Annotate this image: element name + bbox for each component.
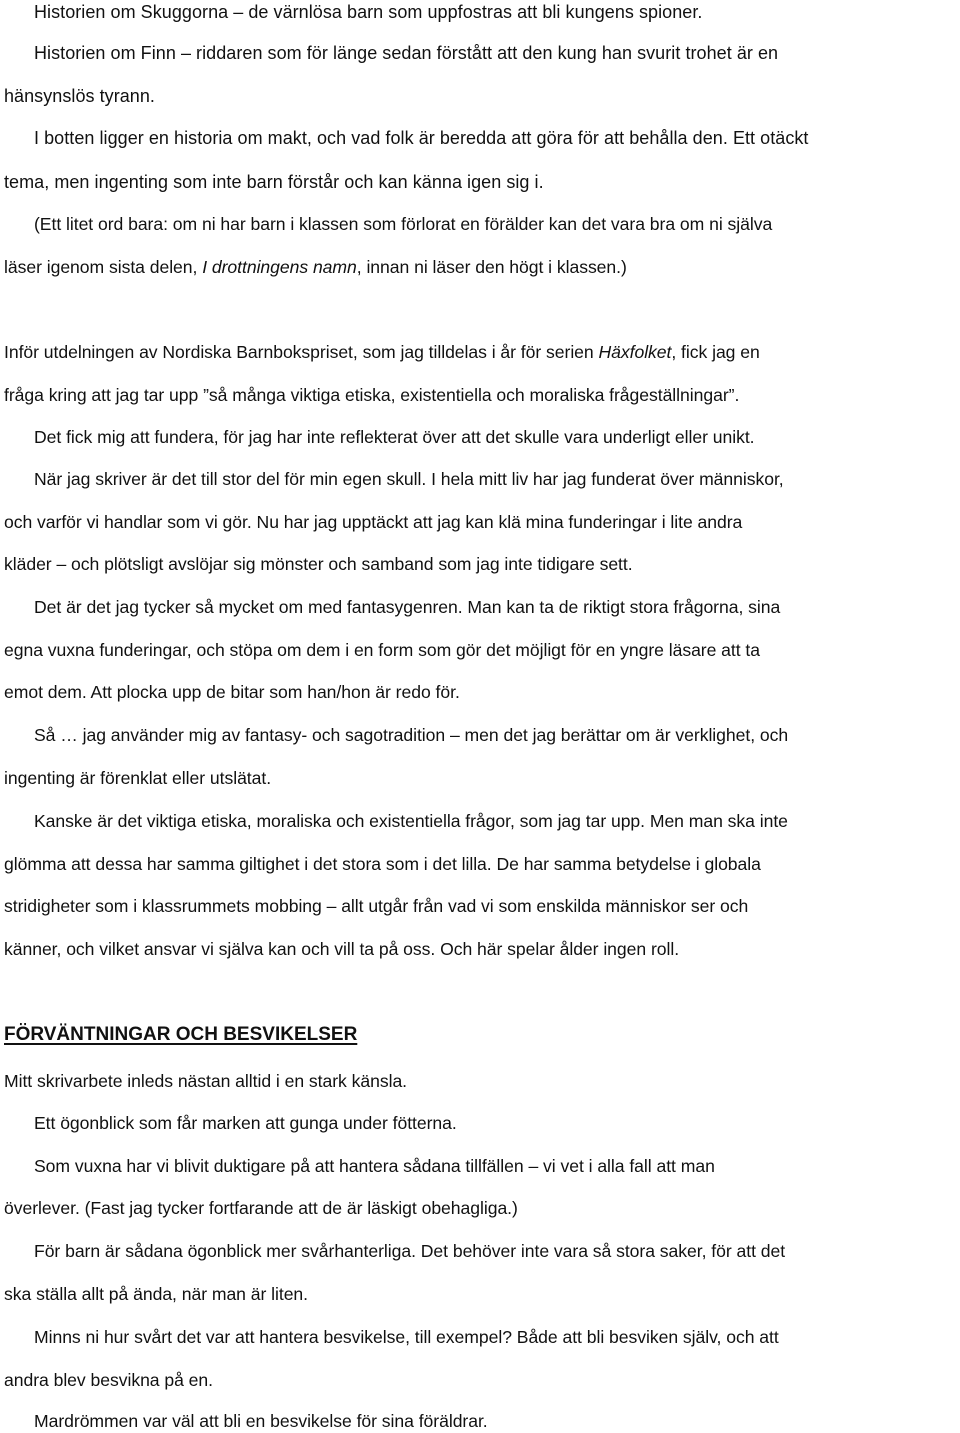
- note-text: , innan ni läser den högt i klassen.): [356, 257, 627, 277]
- body-line: stridigheter som i klassrummets mobbing – allt utgår från vad vi som enskilda människor ser och: [4, 896, 749, 916]
- body-line: ingenting är förenklat eller utslätat.: [4, 768, 272, 788]
- book-title: I drottningens namn: [202, 257, 357, 277]
- section-line: Mardrömmen var väl att bli en besvikelse för sina föräldrar.: [34, 1411, 488, 1431]
- body-line: Det är det jag tycker så mycket om med fantasygenren. Man kan ta de riktigt stora frågorna, sina: [34, 597, 781, 617]
- body-line: Det fick mig att fundera, för jag har inte reflekterat över att det skulle vara underligt eller unikt.: [34, 427, 755, 447]
- body-line: egna vuxna funderingar, och stöpa om dem i en form som gör det möjligt för en yngre läsare att ta: [4, 640, 761, 660]
- intro-text: Inför utdelningen av Nordiska Barnbokspriset, som jag tilldelas i år för serien: [4, 342, 599, 362]
- note-line: (Ett litet ord bara: om ni har barn i klassen som förlorat en förälder kan det vara bra om ni själva: [34, 214, 773, 234]
- section-line: ska ställa allt på ända, när man är liten.: [4, 1284, 309, 1304]
- section-line: Som vuxna har vi blivit duktigare på att hantera sådana tillfällen – vi vet i alla fall att man: [34, 1156, 715, 1176]
- text-line: tema, men ingenting som inte barn förstår och kan känna igen sig i.: [4, 172, 544, 192]
- section-line: överlever. (Fast jag tycker fortfarande att de är läskigt obehagliga.): [4, 1198, 518, 1218]
- section-heading: FÖRVÄNTNINGAR OCH BESVIKELSER: [4, 1024, 358, 1045]
- text-line: Historien om Finn – riddaren som för länge sedan förstått att den kung han svurit trohet är en: [34, 43, 779, 63]
- section-line: Mitt skrivarbete inleds nästan alltid i en stark känsla.: [4, 1071, 408, 1091]
- body-line: och varför vi handlar som vi gör. Nu har jag upptäckt att jag kan klä mina funderingar i lite andra: [4, 512, 743, 532]
- section-line: För barn är sådana ögonblick mer svårhanterliga. Det behöver inte vara så stora saker, för att det: [34, 1241, 786, 1261]
- body-line: Så … jag använder mig av fantasy- och sagotradition – men det jag berättar om är verklighet, och: [34, 725, 789, 745]
- section-line: Ett ögonblick som får marken att gunga under fötterna.: [34, 1113, 457, 1133]
- intro-line: fråga kring att jag tar upp ”så många viktiga etiska, existentiella och moraliska frågeställningar”.: [4, 385, 740, 405]
- section-line: Minns ni hur svårt det var att hantera besvikelse, till exempel? Både att bli besviken själv, och att: [34, 1327, 779, 1347]
- note-text: läser igenom sista delen,: [4, 257, 203, 277]
- text-line: hänsynslös tyrann.: [4, 86, 155, 106]
- series-title: Häxfolket: [598, 342, 672, 362]
- note-line: [4, 255, 627, 279]
- intro-text: , fick jag en: [671, 342, 760, 362]
- body-line: Kanske är det viktiga etiska, moraliska och existentiella frågor, som jag tar upp. Men man ska inte: [34, 811, 788, 831]
- intro-line: [4, 340, 760, 364]
- body-line: kläder – och plötsligt avslöjar sig mönster och samband som jag inte tidigare sett.: [4, 554, 633, 574]
- text-line: Historien om Skuggorna – de värnlösa barn som uppfostras att bli kungens spioner.: [34, 2, 703, 22]
- body-line: känner, och vilket ansvar vi själva kan och vill ta på oss. Och här spelar ålder ingen roll.: [4, 939, 680, 959]
- body-line: glömma att dessa har samma giltighet i det stora som i det lilla. De har samma betydelse i globala: [4, 854, 761, 874]
- section-line: andra blev besvikna på en.: [4, 1370, 213, 1390]
- body-line: När jag skriver är det till stor del för min egen skull. I hela mitt liv har jag funderat över människor,: [34, 469, 784, 489]
- body-line: emot dem. Att plocka upp de bitar som han/hon är redo för.: [4, 682, 460, 702]
- text-line: I botten ligger en historia om makt, och vad folk är beredda att göra för att behålla den. Ett otäckt: [34, 128, 809, 148]
